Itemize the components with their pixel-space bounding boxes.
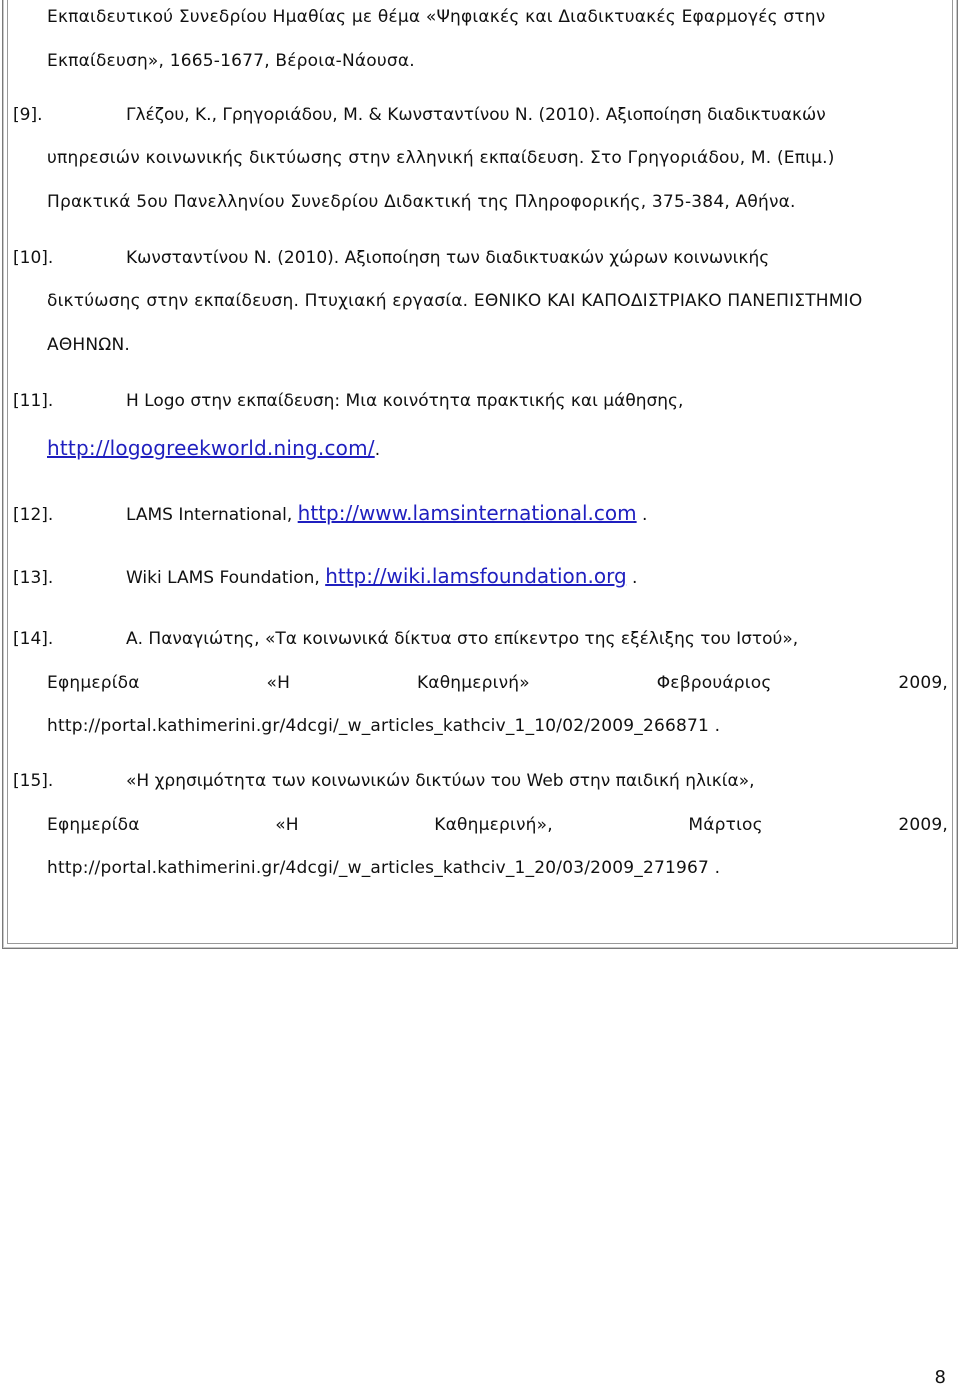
ref-15-line-2-text: Εφημερίδα «Η Καθημερινή», Μάρτιος 2009,	[47, 815, 948, 835]
ref-15-line-2	[47, 815, 948, 835]
ref-9-number: [9].	[13, 105, 43, 125]
ref-9-line-3: Πρακτικά 5ου Πανελληνίου Συνεδρίου Διδακτική της Πληροφορικής, 375-384, Αθήνα.	[47, 192, 796, 212]
ref-13-text: Wiki LAMS Foundation,	[126, 568, 326, 588]
ref-10-line-1: Κωνσταντίνου Ν. (2010). Αξιοποίηση των διαδικτυακών χώρων κοινωνικής	[126, 248, 770, 268]
ref-12-line	[126, 501, 948, 525]
ref-10-line-2: δικτύωσης στην εκπαίδευση. Πτυχιακή εργασία. ΕΘΝΙΚΟ ΚΑΙ ΚΑΠΟΔΙΣΤΡΙΑΚΟ ΠΑΝΕΠΙΣΤΗΜΙΟ	[47, 291, 863, 311]
ref-continuation-line-2: Εκπαίδευση», 1665-1677, Βέροια-Νάουσα.	[47, 51, 415, 71]
ref-13-line	[126, 564, 948, 588]
ref-15-line-3: http://portal.kathimerini.gr/4dcgi/_w_articles_kathciv_1_20/03/2009_271967 .	[47, 858, 721, 878]
ref-12-after: .	[636, 505, 648, 525]
ref-11-link-line	[47, 436, 948, 460]
ref-9-line-2: υπηρεσιών κοινωνικής δικτύωσης στην ελληνική εκπαίδευση. Στο Γρηγοριάδου, Μ. (Επιμ.)	[47, 148, 835, 168]
ref-continuation-line-1: Εκπαιδευτικού Συνεδρίου Ημαθίας με θέμα «Ψηφιακές και Διαδικτυακές Εφαρμογές στην	[47, 7, 826, 27]
ref-12-number: [12].	[13, 505, 54, 525]
ref-10-line-3: ΑΘΗΝΩΝ.	[47, 335, 131, 355]
ref-14-line-3: http://portal.kathimerini.gr/4dcgi/_w_articles_kathciv_1_10/02/2009_266871 .	[47, 716, 721, 736]
ref-13-after: .	[626, 568, 638, 588]
ref-11-after: .	[374, 440, 381, 460]
ref-12-text: LAMS International,	[126, 505, 298, 525]
ref-14-line-1: Α. Παναγιώτης, «Τα κοινωνικά δίκτυα στο επίκεντρο της εξέλιξης του Ιστού»,	[126, 629, 799, 649]
ref-13-number: [13].	[13, 568, 54, 588]
ref-15-number: [15].	[13, 771, 54, 791]
ref-14-line-2	[47, 673, 948, 693]
ref-11-number: [11].	[13, 391, 54, 411]
ref-14-line-2-text: Εφημερίδα «Η Καθημερινή» Φεβρουάριος 2009,	[47, 673, 948, 693]
ref-11-link[interactable]: http://logogreekworld.ning.com/	[47, 436, 375, 460]
ref-11-line-1: Η Logo στην εκπαίδευση: Μια κοινότητα πρακτικής και μάθησης,	[126, 391, 684, 411]
ref-13-link[interactable]: http://wiki.lamsfoundation.org	[325, 564, 627, 588]
ref-15-line-1: «Η χρησιμότητα των κοινωνικών δικτύων του Web στην παιδική ηλικία»,	[126, 771, 755, 791]
ref-10-number: [10].	[13, 248, 54, 268]
ref-14-number: [14].	[13, 629, 54, 649]
page-number: 8	[934, 1367, 946, 1388]
ref-9-line-1: Γλέζου, Κ., Γρηγοριάδου, Μ. & Κωνσταντίνου Ν. (2010). Αξιοποίηση διαδικτυακών	[126, 105, 826, 125]
page-border	[2, 0, 958, 949]
ref-12-link[interactable]: http://www.lamsinternational.com	[297, 501, 637, 525]
